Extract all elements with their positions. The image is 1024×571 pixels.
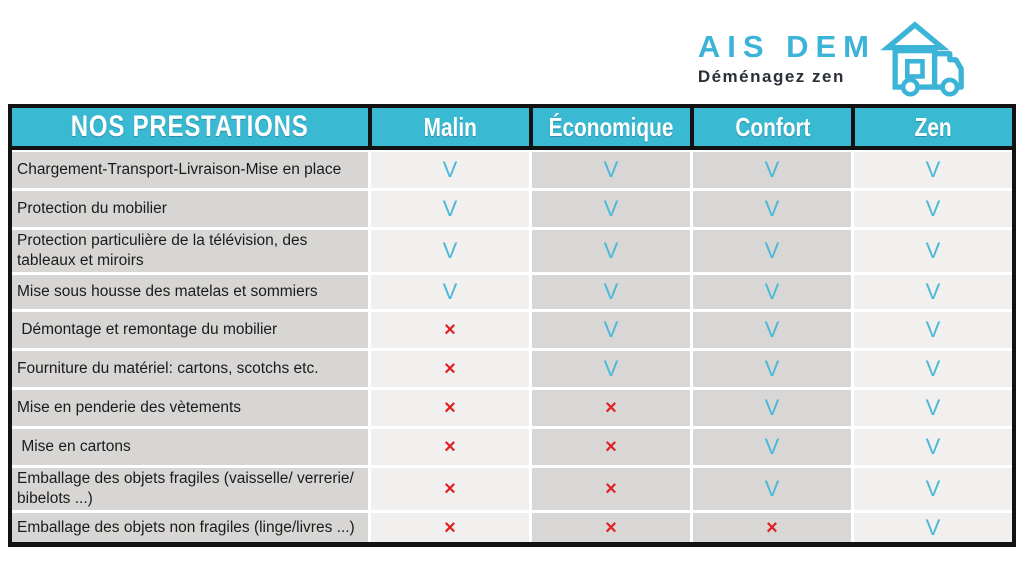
check-mark: V — [764, 476, 780, 501]
cross-mark: × — [444, 397, 456, 419]
mark-cell — [854, 351, 1012, 387]
column-header-prestations-label: NOS PRESTATIONS — [71, 110, 309, 143]
prestation-label-cell — [12, 390, 368, 426]
check-mark: V — [764, 356, 780, 381]
column-header-prestations — [12, 108, 368, 146]
prestation-label: Mise en cartons — [17, 438, 131, 456]
column-header-zen: Zen — [855, 108, 1012, 146]
mark-cell — [854, 191, 1012, 227]
mark-cell — [854, 230, 1012, 272]
check-mark: V — [764, 196, 780, 221]
check-mark: V — [764, 157, 780, 182]
prestation-label-cell — [12, 275, 368, 309]
check-mark: V — [925, 238, 941, 263]
logo-header — [0, 0, 1024, 104]
cross-mark: × — [444, 436, 456, 458]
prestation-label: Chargement-Transport-Livraison-Mise en place — [17, 161, 342, 179]
mark-cell — [854, 312, 1012, 348]
check-mark: V — [925, 317, 941, 342]
check-mark: V — [603, 157, 619, 182]
check-mark: V — [603, 317, 619, 342]
mark-cell — [371, 390, 529, 426]
mark-cell — [532, 152, 690, 188]
prestation-label: Protection particulière de la télévision, des tableaux et miroirs — [17, 232, 312, 269]
check-mark: V — [925, 434, 941, 459]
mark-cell — [693, 230, 851, 272]
mark-cell — [532, 312, 690, 348]
mark-cell — [693, 513, 851, 542]
cross-mark: × — [444, 516, 456, 539]
check-mark: V — [764, 238, 780, 263]
mark-cell — [854, 275, 1012, 309]
prestation-label-cell — [12, 230, 368, 272]
check-mark: V — [442, 157, 458, 182]
mark-cell — [693, 191, 851, 227]
mark-cell — [532, 351, 690, 387]
brand-tagline: Déménagez zen — [697, 66, 845, 86]
mark-cell — [854, 468, 1012, 510]
mark-cell — [371, 191, 529, 227]
check-mark: V — [442, 238, 458, 263]
check-mark: V — [925, 157, 941, 182]
prestation-label-cell — [12, 468, 368, 510]
prestation-label: Emballage des objets fragiles (vaisselle/ verrerie/ bibelots ...) — [17, 470, 359, 507]
prestation-label: Démontage et remontage du mobilier — [17, 321, 278, 339]
company-logo — [698, 14, 968, 104]
mark-cell — [532, 468, 690, 510]
mark-cell — [371, 429, 529, 465]
mark-cell — [693, 152, 851, 188]
prestation-label: Protection du mobilier — [17, 200, 167, 218]
cross-mark: × — [605, 478, 617, 500]
table-body — [12, 150, 1012, 542]
mark-cell — [693, 351, 851, 387]
check-mark: V — [442, 279, 458, 304]
column-header-confort: Confort — [694, 108, 851, 146]
cross-mark: × — [605, 436, 617, 458]
prestation-label-cell — [12, 312, 368, 348]
check-mark: V — [925, 395, 941, 420]
moving-truck-house-icon — [880, 12, 968, 106]
brand-name: AIS DEM — [697, 29, 876, 65]
prestation-label-cell — [12, 513, 368, 542]
column-header-économique: Économique — [533, 108, 690, 146]
check-mark: V — [764, 395, 780, 420]
mark-cell — [693, 429, 851, 465]
prestation-label: Mise en penderie des vètements — [17, 399, 242, 417]
mark-cell — [371, 275, 529, 309]
mark-cell — [854, 429, 1012, 465]
prestation-label-cell — [12, 191, 368, 227]
prestation-label: Fourniture du matériel: cartons, scotchs etc. — [17, 360, 319, 378]
mark-cell — [371, 230, 529, 272]
check-mark: V — [764, 434, 780, 459]
mark-cell — [371, 312, 529, 348]
mark-cell — [854, 390, 1012, 426]
check-mark: V — [764, 279, 780, 304]
cross-mark: × — [766, 516, 778, 539]
mark-cell — [371, 468, 529, 510]
mark-cell — [532, 390, 690, 426]
prestation-label: Emballage des objets non fragiles (linge/livres ...) — [17, 518, 355, 536]
mark-cell — [532, 429, 690, 465]
cross-mark: × — [444, 319, 456, 341]
check-mark: V — [603, 279, 619, 304]
mark-cell — [371, 152, 529, 188]
prestation-label-cell — [12, 152, 368, 188]
check-mark: V — [925, 514, 941, 540]
mark-cell — [532, 275, 690, 309]
column-header-malin: Malin — [372, 108, 529, 146]
check-mark: V — [925, 476, 941, 501]
table-header-row — [12, 108, 1012, 150]
prestation-label-cell — [12, 429, 368, 465]
check-mark: V — [603, 196, 619, 221]
mark-cell — [371, 513, 529, 542]
mark-cell — [532, 230, 690, 272]
prestation-label: Mise sous housse des matelas et sommiers — [17, 283, 318, 301]
cross-mark: × — [444, 478, 456, 500]
mark-cell — [532, 513, 690, 542]
mark-cell — [693, 312, 851, 348]
prestations-comparison-table — [8, 104, 1016, 547]
mark-cell — [854, 513, 1012, 542]
check-mark: V — [603, 356, 619, 381]
check-mark: V — [925, 356, 941, 381]
check-mark: V — [442, 196, 458, 221]
mark-cell — [693, 468, 851, 510]
check-mark: V — [925, 196, 941, 221]
mark-cell — [532, 191, 690, 227]
check-mark: V — [764, 317, 780, 342]
check-mark: V — [603, 238, 619, 263]
mark-cell — [854, 152, 1012, 188]
mark-cell — [693, 275, 851, 309]
cross-mark: × — [605, 516, 617, 539]
mark-cell — [371, 351, 529, 387]
cross-mark: × — [444, 358, 456, 380]
cross-mark: × — [605, 397, 617, 419]
check-mark: V — [925, 279, 941, 304]
prestation-label-cell — [12, 351, 368, 387]
logo-text — [698, 31, 876, 87]
mark-cell — [693, 390, 851, 426]
